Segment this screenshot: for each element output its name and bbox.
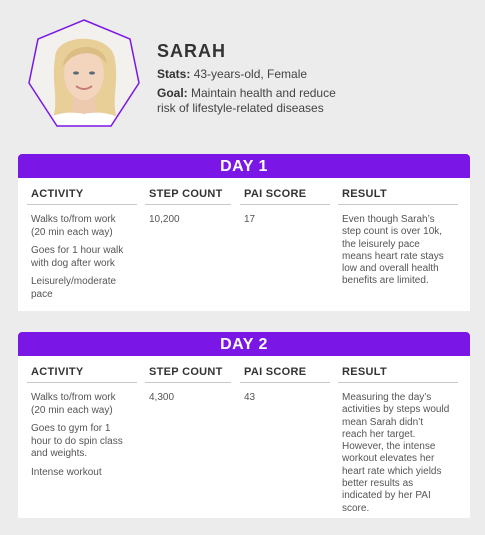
activity-item: Intense workout	[31, 466, 102, 478]
column-header-step-count: STEP COUNT	[149, 188, 223, 200]
column-header-pai-score: PAI SCORE	[244, 366, 307, 378]
day-1-card	[18, 154, 470, 311]
step-count-value: 4,300	[149, 392, 175, 403]
day-2-card	[18, 332, 470, 518]
profile-goal	[157, 86, 357, 116]
divider	[240, 204, 330, 205]
activity-list	[31, 392, 131, 485]
column-header-result: RESULT	[342, 188, 387, 200]
divider	[27, 204, 137, 205]
step-count-value: 10,200	[149, 214, 180, 225]
profile-name: SARAH	[157, 41, 227, 61]
divider	[27, 382, 137, 383]
avatar	[27, 18, 141, 132]
day-2-title: DAY 2	[18, 332, 470, 356]
activity-item: Goes to gym for 1 hour to do spin class and weights.	[31, 423, 123, 459]
pai-score-value: 17	[244, 214, 256, 225]
column-header-activity: ACTIVITY	[31, 366, 84, 378]
divider	[338, 382, 458, 383]
result-text: Even though Sarah’s step count is over 10k, the leisurely pace means heart rate stays low and overall health benefits are limited.	[342, 214, 444, 287]
activity-list	[31, 214, 131, 307]
divider	[338, 204, 458, 205]
column-header-pai-score: PAI SCORE	[244, 188, 307, 200]
divider	[145, 382, 231, 383]
profile-stats	[157, 67, 307, 81]
activity-item: Walks to/from work (20 min each way)	[31, 214, 116, 238]
stats-value: 43-years-old, Female	[193, 67, 308, 81]
column-header-activity: ACTIVITY	[31, 188, 84, 200]
goal-label: Goal:	[157, 86, 188, 100]
column-header-step-count: STEP COUNT	[149, 366, 223, 378]
goal-value: Maintain health and reduce risk of lifestyle-related diseases	[157, 86, 336, 115]
activity-item: Leisurely/moderate pace	[31, 276, 117, 300]
divider	[240, 382, 330, 383]
day-1-title: DAY 1	[18, 154, 470, 178]
divider	[145, 204, 231, 205]
activity-item: Walks to/from work (20 min each way)	[31, 392, 116, 416]
profile-header	[0, 0, 485, 150]
pai-score-value: 43	[244, 392, 256, 403]
activity-item: Goes for 1 hour walk with dog after work	[31, 245, 124, 269]
stats-label: Stats:	[157, 67, 191, 81]
result-text: Measuring the day’s activities by steps would mean Sarah didn’t reach her target. However, the intense workout elevates her heart rate which yields better results as indicated by her PAI score.	[342, 392, 450, 514]
column-header-result: RESULT	[342, 366, 387, 378]
